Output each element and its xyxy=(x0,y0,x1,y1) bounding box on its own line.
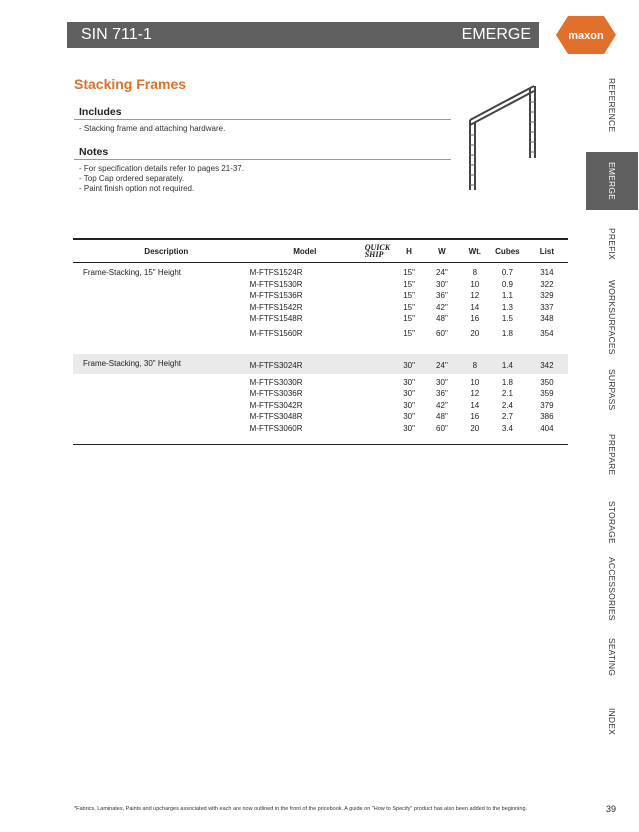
notes-item: - For specification details refer to pages 21-37. xyxy=(79,164,244,174)
row-list: 348 xyxy=(540,314,554,324)
row-w: 48" xyxy=(436,412,448,422)
table-row xyxy=(73,325,568,343)
row-wt: 20 xyxy=(461,423,489,445)
tab-worksurfaces[interactable]: WORKSURFACES xyxy=(607,279,617,355)
row-list: 350 xyxy=(540,377,554,387)
includes-item: - Stacking frame and attaching hardware. xyxy=(79,124,225,134)
table-row xyxy=(73,279,568,291)
row-wt: 14 xyxy=(470,400,480,410)
row-wt: 16 xyxy=(470,314,480,324)
footnote: *Fabrics, Laminates, Paints and upcharges associated with each are now outlined in the front of the pricebook. A guide on "How to Specify" product has also been added to the beginning. xyxy=(74,806,528,812)
tab-reference[interactable]: REFERENCE xyxy=(607,77,617,133)
row-model: M-FTFS1530R xyxy=(249,279,303,289)
row-cubes: 1.4 xyxy=(489,354,526,374)
row-h: 15" xyxy=(403,268,415,278)
row-h: 30" xyxy=(403,412,415,422)
row-model: M-FTFS3060R xyxy=(250,423,360,445)
row-cubes: 2.7 xyxy=(501,412,513,422)
section-title: Stacking Frames xyxy=(74,76,187,92)
row-list: 386 xyxy=(540,412,554,422)
row-model: M-FTFS3024R xyxy=(250,354,360,374)
row-h: 15" xyxy=(403,314,415,324)
row-cubes: 1.8 xyxy=(501,328,513,338)
row-wt: 12 xyxy=(470,291,480,301)
tab-surpass[interactable]: SURPASS xyxy=(607,369,617,411)
row-model: M-FTFS3036R xyxy=(249,389,303,399)
table-spacer xyxy=(73,342,568,354)
notes-heading: Notes xyxy=(79,146,109,158)
stacking-frame-image xyxy=(462,80,542,195)
brand-text: maxon xyxy=(568,30,604,42)
row-wt: 14 xyxy=(470,302,480,312)
sin-number: SIN 711-1 xyxy=(81,26,152,43)
row-cubes: 1.3 xyxy=(501,302,513,312)
row-wt: 8 xyxy=(461,354,489,374)
row-w: 42" xyxy=(436,302,448,312)
row-h: 30" xyxy=(403,377,415,387)
row-model: M-FTFS3030R xyxy=(249,377,303,387)
row-list: 342 xyxy=(526,354,568,374)
tab-prefix[interactable]: PREFIX xyxy=(607,228,617,260)
row-model: M-FTFS1524R xyxy=(249,268,303,278)
table-row xyxy=(73,423,568,445)
row-wt: 20 xyxy=(470,328,480,338)
row-w: 48" xyxy=(436,314,448,324)
col-wt: Wt. xyxy=(461,239,489,263)
table-header-row xyxy=(73,239,568,263)
tab-index[interactable]: INDEX xyxy=(607,707,617,735)
tab-storage[interactable]: STORAGE xyxy=(607,500,617,544)
row-list: 404 xyxy=(526,423,568,445)
col-h: H xyxy=(395,239,423,263)
table-row xyxy=(73,354,568,374)
row-wt: 16 xyxy=(470,412,480,422)
row-w: 60" xyxy=(423,423,460,445)
row-model: M-FTFS1536R xyxy=(249,291,303,301)
table-row xyxy=(73,313,568,325)
row-w: 30" xyxy=(436,279,448,289)
table-row xyxy=(73,374,568,389)
includes-list xyxy=(79,124,225,134)
row-wt: 12 xyxy=(470,389,480,399)
row-model: M-FTFS1542R xyxy=(249,302,303,312)
row-description: Frame-Stacking, 15" Height xyxy=(83,268,181,278)
row-h: 15" xyxy=(403,291,415,301)
row-list: 359 xyxy=(540,389,554,399)
series-name: EMERGE xyxy=(461,26,531,43)
row-h: 15" xyxy=(403,279,415,289)
includes-heading: Includes xyxy=(79,106,122,118)
row-w: 42" xyxy=(436,400,448,410)
table-row xyxy=(73,263,568,279)
row-cubes: 0.9 xyxy=(501,279,513,289)
row-w: 24" xyxy=(423,354,460,374)
row-w: 30" xyxy=(436,377,448,387)
row-cubes: 3.4 xyxy=(489,423,526,445)
row-w: 24" xyxy=(436,268,448,278)
side-nav xyxy=(586,60,638,750)
price-table xyxy=(73,238,568,445)
row-list: 329 xyxy=(540,291,554,301)
row-description: Frame-Stacking, 30" Height xyxy=(73,354,250,374)
row-cubes: 1.1 xyxy=(501,291,513,301)
notes-item: - Paint finish option not required. xyxy=(79,184,244,194)
row-cubes: 1.8 xyxy=(501,377,513,387)
table-row xyxy=(73,411,568,423)
row-h: 30" xyxy=(403,400,415,410)
row-model: M-FTFS1548R xyxy=(249,314,303,324)
notes-list xyxy=(79,164,244,194)
notes-item: - Top Cap ordered separately. xyxy=(79,174,244,184)
row-model: M-FTFS1560R xyxy=(249,328,303,338)
row-list: 322 xyxy=(540,279,554,289)
row-cubes: 1.5 xyxy=(501,314,513,324)
row-h: 30" xyxy=(403,389,415,399)
row-h: 15" xyxy=(403,328,415,338)
row-w: 36" xyxy=(436,389,448,399)
row-w: 36" xyxy=(436,291,448,301)
row-cubes: 2.1 xyxy=(501,389,513,399)
col-list: List xyxy=(526,239,568,263)
includes-divider xyxy=(74,119,451,120)
row-list: 314 xyxy=(540,268,554,278)
tab-prepare[interactable]: PREPARE xyxy=(607,434,617,476)
table-row xyxy=(73,290,568,302)
row-wt: 10 xyxy=(470,279,480,289)
row-wt: 10 xyxy=(470,377,480,387)
row-h: 30" xyxy=(395,423,423,445)
table-row xyxy=(73,400,568,412)
row-list: 337 xyxy=(540,302,554,312)
row-h: 15" xyxy=(403,302,415,312)
tab-seating[interactable]: SEATING xyxy=(607,637,617,677)
col-quick-ship xyxy=(360,239,395,263)
row-list: 379 xyxy=(540,400,554,410)
row-wt: 8 xyxy=(472,268,478,278)
col-model: Model xyxy=(250,239,360,263)
row-cubes: 2.4 xyxy=(501,400,513,410)
row-model: M-FTFS3042R xyxy=(249,400,303,410)
tab-accessories[interactable]: ACCESSORIES xyxy=(607,557,617,621)
row-model: M-FTFS3048R xyxy=(249,412,303,422)
col-description: Description xyxy=(73,239,250,263)
tab-emerge[interactable]: EMERGE xyxy=(586,152,638,210)
quick-ship-logo: QUICK SHIP xyxy=(364,242,391,259)
header-bar xyxy=(67,22,539,48)
row-h: 30" xyxy=(395,354,423,374)
col-w: W xyxy=(423,239,460,263)
table-row xyxy=(73,302,568,314)
notes-divider xyxy=(74,159,451,160)
col-cubes: Cubes xyxy=(489,239,526,263)
row-cubes: 0.7 xyxy=(501,268,513,278)
page-number: 39 xyxy=(606,804,617,814)
row-list: 354 xyxy=(540,328,554,338)
row-w: 60" xyxy=(436,328,448,338)
maxon-logo xyxy=(556,16,616,54)
table-row xyxy=(73,388,568,400)
